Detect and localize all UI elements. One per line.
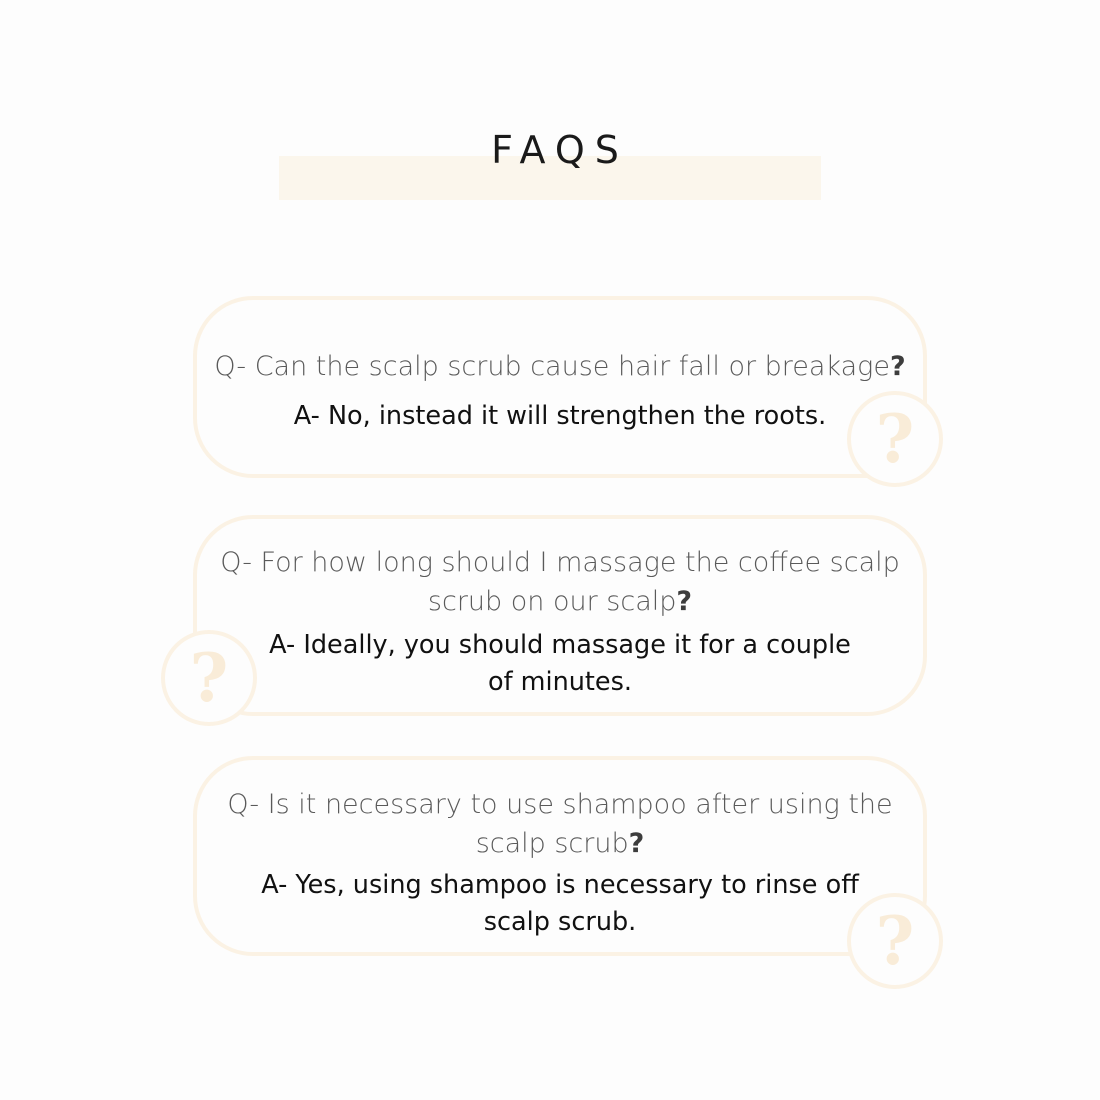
question-mark-icon: ? bbox=[847, 391, 943, 487]
faq-question bbox=[193, 347, 927, 386]
faq-question-text: Q- Can the scalp scrub cause hair fall or breakage bbox=[214, 351, 890, 382]
faq-answer-line: A- Ideally, you should massage it for a couple bbox=[269, 630, 851, 660]
faq-question-line: Q- Is it necessary to use shampoo after using the bbox=[227, 789, 893, 820]
question-mark-icon: ? bbox=[161, 630, 257, 726]
faq-answer bbox=[193, 627, 927, 701]
faq-item-3 bbox=[193, 785, 927, 941]
faq-answer bbox=[193, 867, 927, 941]
faq-question bbox=[193, 785, 927, 863]
faq-question-mark: ? bbox=[889, 351, 906, 382]
faq-answer-line: of minutes. bbox=[487, 667, 632, 697]
faq-question-mark: ? bbox=[628, 828, 645, 859]
faq-question bbox=[193, 543, 927, 621]
faq-question-line: scalp scrub bbox=[475, 828, 629, 859]
faq-answer-line: scalp scrub. bbox=[483, 907, 637, 937]
faq-answer: A- No, instead it will strengthen the roots. bbox=[293, 401, 827, 431]
faq-answer-line: A- Yes, using shampoo is necessary to rinse off bbox=[261, 870, 859, 900]
question-mark-icon: ? bbox=[847, 893, 943, 989]
faq-question-mark: ? bbox=[676, 586, 693, 617]
faq-item-1 bbox=[193, 347, 927, 435]
faq-question-line: Q- For how long should I massage the coffee scalp bbox=[220, 547, 900, 578]
faq-question-line: scrub on our scalp bbox=[427, 586, 677, 617]
faq-item-2 bbox=[193, 543, 927, 701]
page-title: FAQS bbox=[491, 128, 629, 172]
